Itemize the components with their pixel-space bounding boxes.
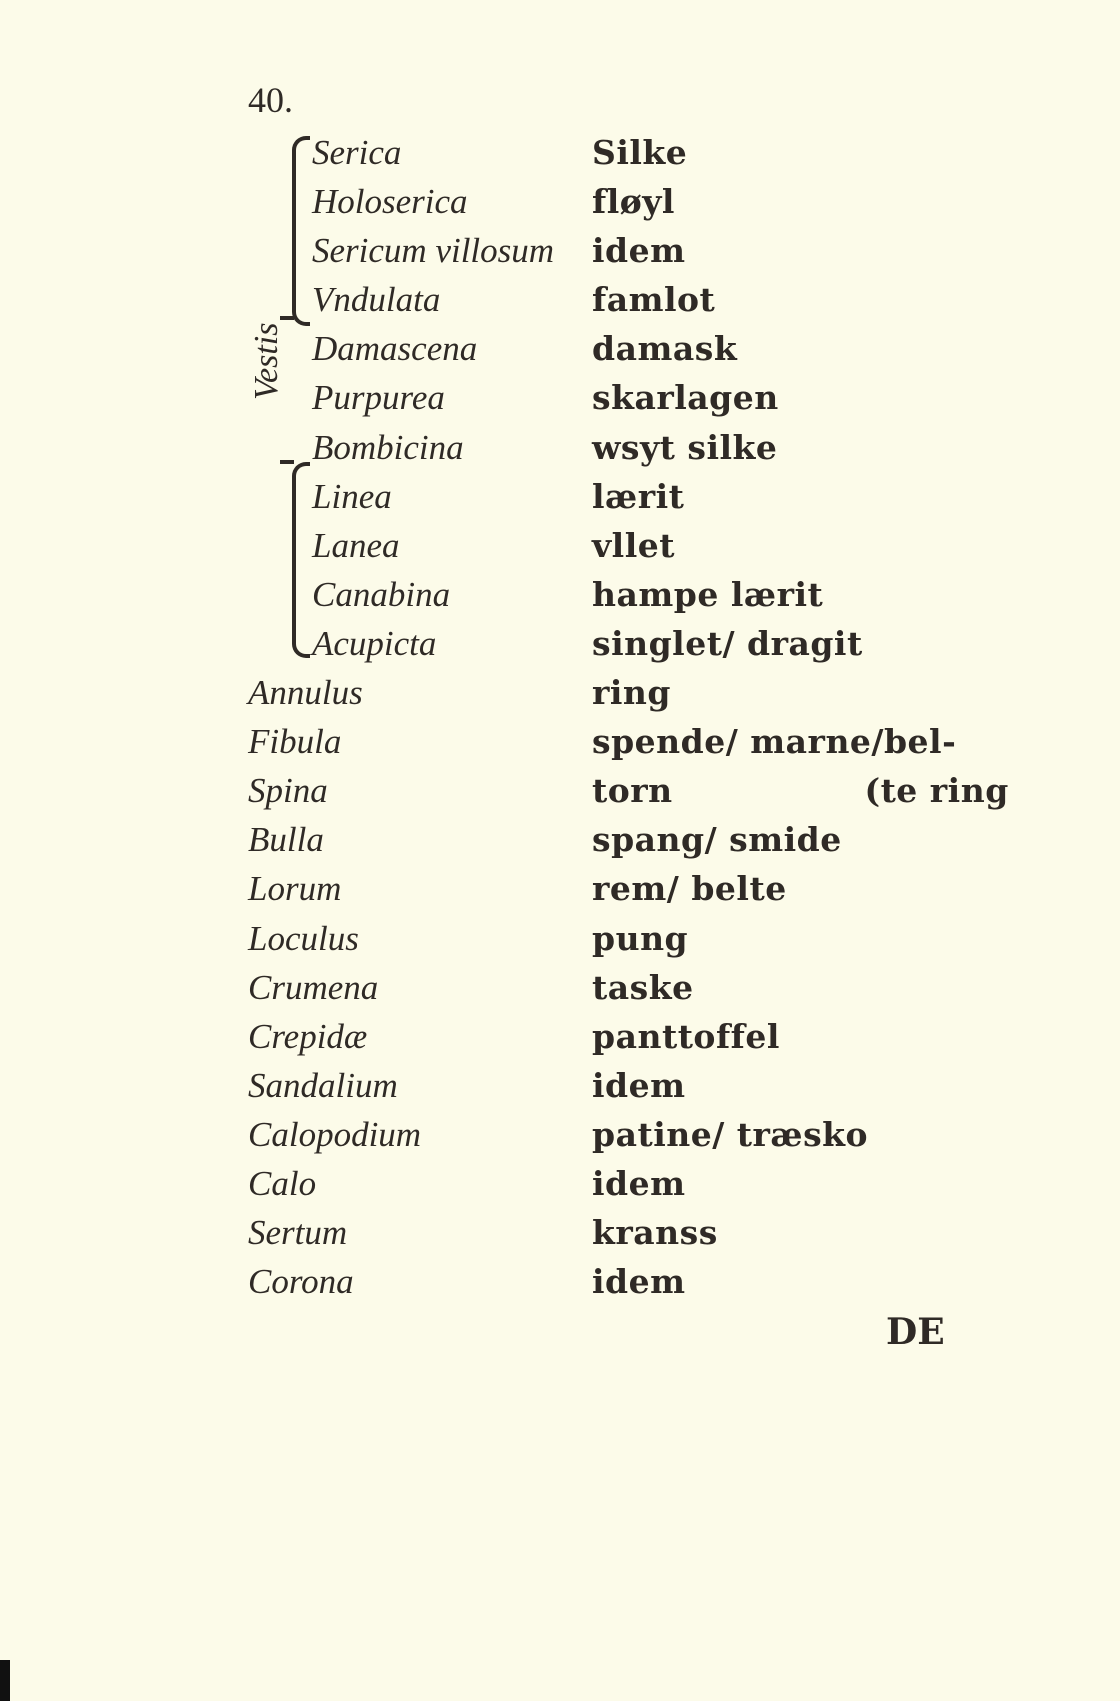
vernacular-term: singlet/ dragit	[592, 623, 863, 663]
vernacular-term: fløyl	[592, 182, 675, 222]
vernacular-column	[592, 128, 1009, 1306]
side-label-vestis: Vestis	[248, 322, 285, 400]
latin-term: Calopodium	[248, 1114, 422, 1154]
vernacular-term: spang/ smide	[592, 820, 842, 860]
latin-term: Crepidæ	[248, 1016, 368, 1056]
latin-term: Spina	[248, 771, 328, 811]
latin-term: Canabina	[312, 574, 451, 614]
latin-term: Damascena	[312, 329, 478, 369]
vernacular-term: Silke	[592, 133, 688, 172]
latin-term: Serica	[312, 133, 402, 172]
vernacular-term: idem	[592, 1065, 686, 1105]
vernacular-term: kranss	[592, 1213, 718, 1253]
latin-term: Loculus	[248, 918, 359, 958]
latin-term: Sertum	[248, 1213, 348, 1253]
latin-term: Linea	[312, 476, 392, 516]
vernacular-term: famlot	[592, 280, 716, 320]
latin-term: Annulus	[248, 673, 363, 713]
latin-term: Bulla	[248, 820, 324, 860]
vernacular-term: damask	[592, 329, 738, 369]
vernacular-term: rem/ belte	[592, 869, 787, 909]
latin-term: Lanea	[312, 525, 400, 565]
vernacular-term: wsyt silke	[592, 427, 778, 467]
vernacular-term: idem	[592, 1262, 686, 1302]
vernacular-term: panttoffel	[592, 1016, 780, 1056]
latin-term: Fibula	[248, 722, 342, 762]
vernacular-term: pung	[592, 918, 689, 958]
latin-term: Sericum villosum	[312, 231, 555, 271]
latin-term: Crumena	[248, 967, 379, 1007]
latin-term: Lorum	[248, 869, 342, 909]
scan-edge-mark	[0, 1660, 10, 1701]
latin-term: Calo	[248, 1163, 317, 1203]
vernacular-term: idem	[592, 1163, 686, 1203]
latin-term: Acupicta	[312, 623, 437, 663]
latin-term: Vndulata	[312, 280, 441, 320]
vernacular-term: taske	[592, 967, 694, 1007]
latin-term: Sandalium	[248, 1065, 398, 1105]
latin-term: Bombicina	[312, 427, 464, 467]
latin-term: Purpurea	[312, 378, 445, 418]
catchword: DE	[886, 1311, 945, 1353]
latin-term: Corona	[248, 1262, 354, 1302]
vernacular-term: patine/ træsko	[592, 1114, 869, 1154]
vernacular-term: ring	[592, 673, 671, 713]
vernacular-term: lærit	[592, 476, 685, 516]
vernacular-term: skarlagen	[592, 378, 779, 418]
page-number: 40.	[248, 80, 293, 120]
latin-term: Holoserica	[312, 182, 468, 222]
vernacular-term: vllet	[592, 525, 675, 565]
vernacular-term: idem	[592, 231, 686, 271]
vernacular-term: hampe lærit	[592, 574, 824, 614]
vernacular-term: torn (te ring	[592, 771, 1009, 811]
latin-column	[248, 128, 588, 1306]
vernacular-term: spende/ marne/bel-	[592, 722, 957, 762]
